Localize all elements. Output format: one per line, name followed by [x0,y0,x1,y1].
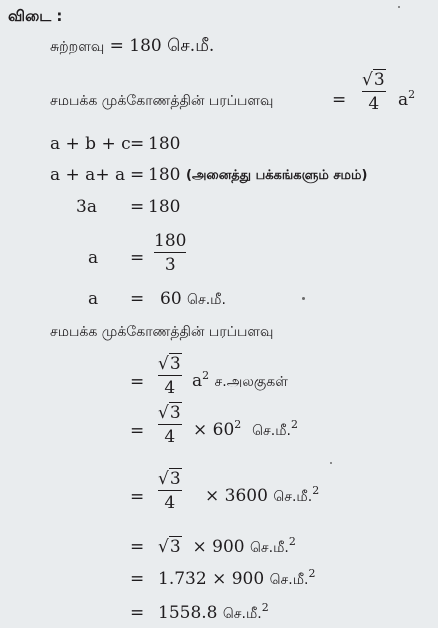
times-sign: × [193,420,208,440]
denominator: 4 [164,427,176,448]
exponent: 2 [408,88,416,101]
unit: செ.மீ. [252,423,291,439]
sqrt-symbol: √ [158,469,169,489]
step5-result [160,289,226,310]
fraction-bar [154,252,186,253]
final-value: 1558.8 [158,603,218,623]
sqrt-symbol: √ [158,537,169,557]
denominator: 4 [368,94,380,115]
radicand: 3 [169,354,181,374]
exponent: 2 [234,418,242,431]
area-formula-label: சமபக்க முக்கோணத்தின் பரப்பளவு [50,93,274,109]
step4-lhs: a [88,248,99,268]
unit: செ.மீ. [273,489,313,505]
step5-lhs: a [88,289,99,309]
fraction-bar [158,375,182,376]
radicand: 3 [169,537,181,557]
unit: செ.மீ. [187,292,226,308]
print-speck [302,297,305,300]
print-speck [330,462,332,464]
print-speck [398,6,400,8]
product-value: 900 [212,537,245,557]
step2-note: (அனைத்து பக்கங்களும் சமம்) [186,168,368,183]
equals-sign: = [130,603,145,623]
product-value: 3600 [224,486,268,506]
radicand: 3 [169,403,181,423]
perimeter-line [50,36,214,57]
side-variable: a [398,90,409,110]
fraction-180-over-3 [154,231,186,275]
step2-rhs: 180 [148,165,181,185]
product-value: 900 [231,569,265,589]
unit-exponent: 2 [290,418,298,431]
final-area [158,603,269,624]
times-sign: × [212,569,227,589]
fraction-root3-over-4 [158,354,182,398]
answer-heading: விடை : [8,7,63,25]
coefficient: 1.732 [158,569,207,589]
times-sign: × [192,537,207,557]
side-squared [398,90,415,110]
equals-sign: = [130,372,145,392]
unit: செ.மீ. [222,606,262,622]
perimeter-label: சுற்றளவு [50,39,105,55]
fraction-root3-over-4 [158,403,182,447]
unit-exponent: 2 [288,535,296,548]
radicand: 3 [169,469,181,489]
numerator: 180 [154,231,187,251]
step1-rhs: 180 [148,134,181,154]
step3-lhs: 3a [76,197,97,217]
step3-rhs: 180 [148,197,181,217]
denominator: 4 [164,493,176,514]
equals-sign: = [130,537,145,557]
step1-lhs: a + b + c [50,134,131,154]
side-value: 60 [160,289,182,309]
exponent: 2 [202,369,210,382]
area-label: சமபக்க முக்கோணத்தின் பரப்பளவு [50,324,274,340]
equals-sign: = [130,248,145,268]
equals-sign: = [332,90,347,110]
calc5-expression [158,569,315,590]
fraction-bar [158,424,182,425]
perimeter-value: 180 செ.மீ. [129,36,215,56]
fraction-bar [362,91,386,92]
denominator: 4 [164,378,176,399]
denominator: 3 [164,255,176,276]
equals-sign: = [130,487,145,507]
equals-sign: = [130,569,145,589]
fraction-root3-over-4 [362,70,386,114]
equals-sign: = [130,197,145,217]
unit: ச.அலகுகள் [214,374,288,390]
equals-sign: = [130,165,145,185]
sqrt-symbol: √ [158,354,169,374]
equals-sign: = [109,36,124,56]
unit: செ.மீ. [250,540,289,556]
calc2-tail [193,420,298,441]
calc1-tail [192,371,288,392]
fraction-root3-over-4 [158,469,182,513]
calc4-expression [158,537,296,558]
radicand: 3 [373,70,385,90]
fraction-bar [158,490,182,491]
step2-lhs: a + a+ a [50,165,126,185]
unit-exponent: 2 [312,484,320,497]
times-sign: × [205,486,220,506]
base-value: 60 [212,420,235,440]
equals-sign: = [130,289,145,309]
unit-exponent: 2 [308,567,316,580]
sqrt-symbol: √ [158,403,169,423]
side-variable: a [192,371,203,391]
equals-sign: = [130,134,145,154]
equals-sign: = [130,421,145,441]
unit: செ.மீ. [269,572,309,588]
sqrt-symbol: √ [362,70,373,90]
unit-exponent: 2 [261,601,269,614]
calc3-tail [205,486,319,507]
